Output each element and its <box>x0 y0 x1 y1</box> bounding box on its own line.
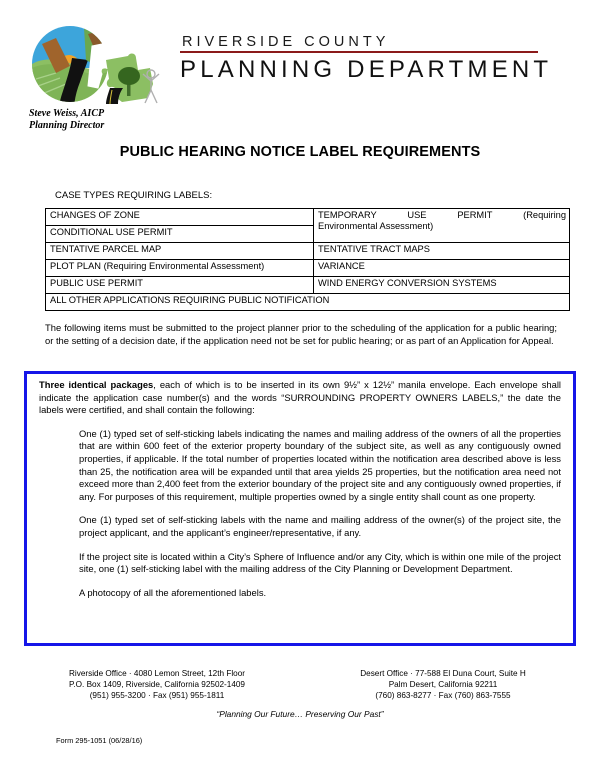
requirement-item-4: A photocopy of all the aforementioned labels. <box>79 586 267 598</box>
document-header <box>0 0 600 131</box>
table-cell-case-type-all-other: ALL OTHER APPLICATIONS REQUIRING PUBLIC NOTIFICATION <box>46 294 570 311</box>
cell-line-2: Environmental Assessment) <box>318 221 434 231</box>
header-divider-rule <box>180 51 538 53</box>
intro-paragraph: The following items must be submitted to the project planner prior to the scheduling of the application for a public hearing; or the setting of a decision date, if the application need not be set for public hearing; or as part of an Application for Appeal. <box>45 322 557 346</box>
document-footer <box>0 668 600 719</box>
table-cell-case-type: CONDITIONAL USE PERMIT <box>46 226 314 243</box>
table-row <box>46 260 570 277</box>
riverside-office-line-2: P.O. Box 1409, Riverside, California 92502-1409 <box>69 680 245 689</box>
table-row <box>46 209 570 226</box>
desert-office-line-2: Palm Desert, California 92211 <box>388 680 498 689</box>
riverside-office-line-3: (951) 955-3200 · Fax (951) 955-1811 <box>89 691 225 700</box>
director-title: Planning Director <box>29 119 105 131</box>
riverside-county-planning-seal-logo <box>26 24 168 110</box>
agency-county-name: RIVERSIDE COUNTY <box>182 34 390 50</box>
requirement-item-3: If the project site is located within a City’s Sphere of Influence and/or any City, which is within one mile of the project site, one (1) self-sticking label with the mailing address of the City Planning or Development Department. <box>79 550 561 575</box>
riverside-office-address <box>43 668 271 701</box>
table-cell-case-type: CHANGES OF ZONE <box>46 209 314 226</box>
table-cell-case-type: TENTATIVE PARCEL MAP <box>46 243 314 260</box>
requirement-item-1: One (1) typed set of self-sticking labels indicating the names and mailing address of the owners of all the properties that are within 600 feet of the exterior property boundary of the subject site, as well as any contiguously owned properties, if applicable. If the total number of properties located within the notification area described above is less than 25, the notification area will be expanded until that area yields 25 properties, but the notification area need not exceed more than 2,400 feet from the exterior boundary of the project site and any contiguously owned properties, if any. For purposes of this requirement, multiple properties owned by a single entity shall count as one property. <box>79 427 561 502</box>
case-types-label: CASE TYPES REQUIRING LABELS: <box>55 190 213 201</box>
department-name-block <box>180 34 558 84</box>
table-cell-case-type: PUBLIC USE PERMIT <box>46 277 314 294</box>
desert-office-line-3: (760) 863-8277 · Fax (760) 863-7555 <box>375 691 511 700</box>
callout-lead-bold: Three identical packages <box>39 379 154 390</box>
case-types-table <box>45 208 570 311</box>
agency-department-name: PLANNING DEPARTMENT <box>180 56 553 83</box>
director-block <box>29 108 104 131</box>
table-row <box>46 277 570 294</box>
table-cell-case-type: WIND ENERGY CONVERSION SYSTEMS <box>314 277 570 294</box>
requirement-item-2: One (1) typed set of self-sticking labels with the name and mailing address of the owner(s) of the project site, the project applicant, and the applicant’s engineer/representative, if any. <box>79 514 561 538</box>
office-addresses <box>0 668 600 701</box>
requirements-callout-box <box>24 371 576 646</box>
table-cell-case-type: PLOT PLAN (Requiring Environmental Assessment) <box>46 260 314 277</box>
riverside-office-line-1: Riverside Office · 4080 Lemon Street, 12th Floor <box>69 669 245 678</box>
desert-office-address <box>329 668 557 701</box>
form-number: Form 295-1051 (06/28/16) <box>56 736 143 745</box>
table-row <box>46 243 570 260</box>
desert-office-line-1: Desert Office · 77-588 El Duna Court, Suite H <box>360 669 526 678</box>
table-row <box>46 294 570 311</box>
page-title: PUBLIC HEARING NOTICE LABEL REQUIREMENTS <box>119 144 481 160</box>
table-cell-case-type <box>314 209 570 243</box>
callout-lead-rest: , each of which is to be inserted in its own 9½” x 12½” manila envelope. Each envelope shall indicate the application case number(s) and the words “SURROUNDING PROPERTY OWNERS LABELS,” the date the labels were certified, and shall contain the following: <box>39 379 561 416</box>
table-cell-case-type: VARIANCE <box>314 260 570 277</box>
director-name: Steve Weiss, AICP <box>29 108 105 119</box>
department-slogan: “Planning Our Future… Preserving Our Past” <box>216 709 384 719</box>
table-cell-case-type: TENTATIVE TRACT MAPS <box>314 243 570 260</box>
cell-line-1: TEMPORARY USE PERMIT (Requiring <box>318 210 566 220</box>
callout-lead-paragraph <box>39 379 561 417</box>
